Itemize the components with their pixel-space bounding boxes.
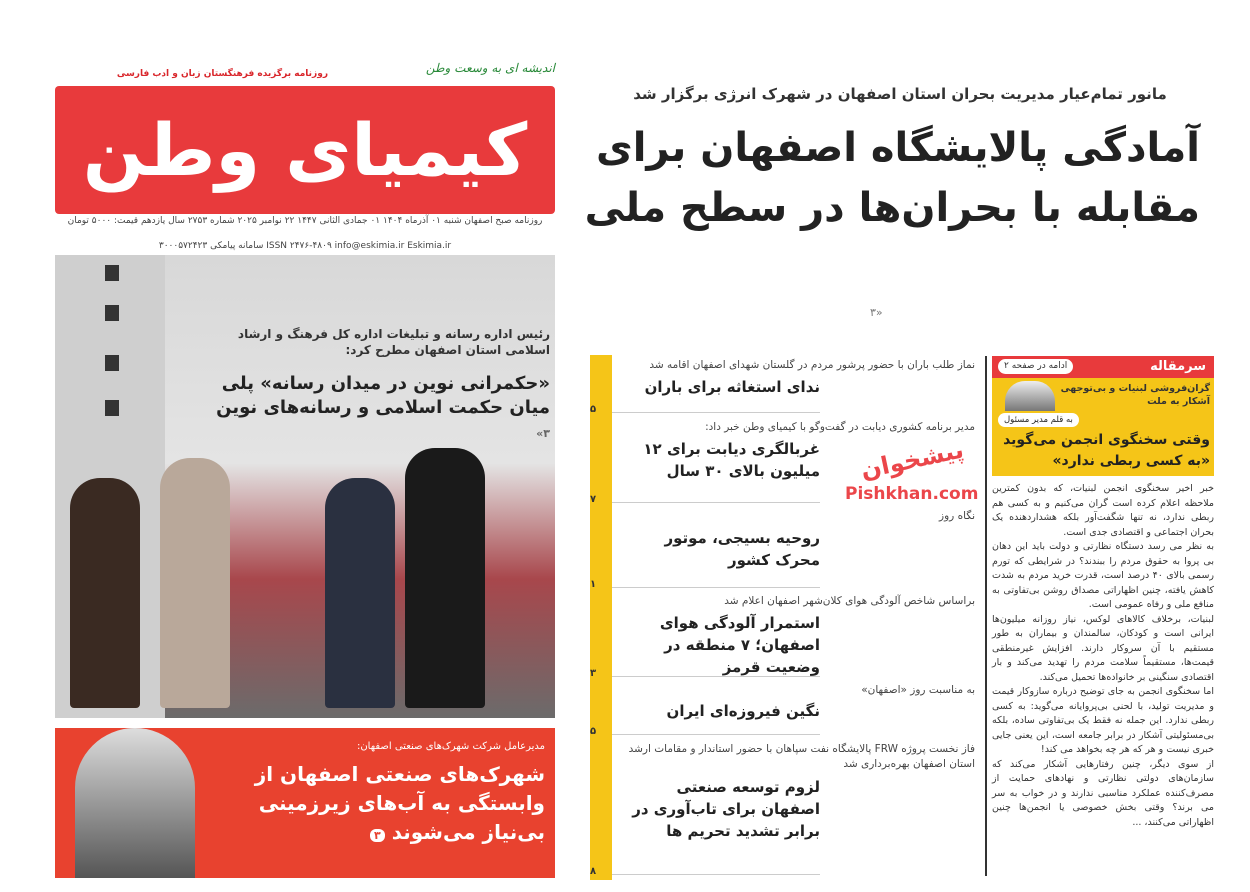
author-badge: به قلم مدیر مسئول — [998, 413, 1079, 427]
paragraph: به نظر می رسد دستگاه نظارتی و دولت باید این دهان بی پروا به حقوق مردم را ببندند؟ در شرایطی که تورم رسمی بالای ۴۰ درصد است، قدرت خرید مردم به شدت کاهش یافته، چنین اظهاراتی مصداق روشن بی‌تفاوتی به منافع ملی و رفاه عمومی است. — [992, 541, 1214, 610]
news-kicker: فاز نخست پروژه FRW پالایشگاه نفت سپاهان با حضور استاندار و مقامات ارشد استان اصفهان بهره‌برداری شد — [628, 743, 975, 770]
photo-story-title[interactable] — [200, 372, 550, 446]
author-photo — [1005, 381, 1055, 411]
divider — [612, 874, 820, 875]
masthead-logo: کیمیای وطن — [55, 86, 555, 214]
editorial-label: سرمقاله — [1150, 359, 1206, 374]
page-ref: ۳» — [870, 306, 883, 319]
portrait-photo — [75, 728, 195, 878]
photo-story-title-text: «حکمرانی نوین در میدان رسانه» پلی میان حکمت اسلامی و رسانه‌های نوین — [216, 373, 550, 418]
watermark-url: Pishkhan.com — [845, 484, 979, 504]
paragraph: خبر اخیر سخنگوی انجمن لبنیات، که بدون کمترین ملاحظه اعلام کرده است گران می‌کنیم و به کسی هم ربطی ندارد، نه تنها شگفت‌آور بلکه هشداردهنده یک بحران اجتماعی و اقتصادی جدی است. — [992, 483, 1214, 538]
contact-info: ISSN ۲۴۷۶-۴۸۰۹ info@eskimia.ir Eskimia.ir سامانه پیامکی ۳۰۰۰۵۷۲۴۲۳ — [158, 241, 452, 251]
news-kicker: نماز طلب باران با حضور پرشور مردم در گلستان شهدای اصفهان اقامه شد — [649, 359, 975, 371]
masthead-tagline: اندیشه ای به وسعت وطن — [425, 61, 555, 75]
ceremony-photo — [55, 255, 555, 718]
paragraph: از سوی دیگر، چنین رفتارهایی آشکار می‌کند که سازمان‌های دولتی نظارتی و نهادهای حمایت از مصرف‌کننده عملکرد مناسبی ندارند و در خواب به سر می برند؟ وقتی بخش خصوصی یا انجمن‌ها چنین اظهاراتی می‌کنند، ... — [992, 758, 1214, 828]
issue-info: روزنامه صبح اصفهان شنبه ۰۱ آذرماه ۱۴۰۴ ۰۱ جمادی الثانی ۱۴۴۷ ۲۲ نوامبر ۲۰۲۵ شماره ۲۷۵۳ سال یازدهم قیمت: ۵۰۰۰ تومان — [67, 216, 543, 226]
divider — [612, 734, 820, 735]
editorial-kicker: گران‌فروشی لبنیات و بی‌توجهی آشکار به ملت — [1060, 383, 1210, 407]
editorial-title[interactable]: وقتی سخنگوی انجمن می‌گوید «به کسی ربطی ندارد» — [1003, 432, 1210, 469]
red-story-kicker: مدیرعامل شرکت شهرک‌های صنعتی اصفهان: — [356, 741, 545, 752]
news-kicker: نگاه روز — [939, 510, 975, 522]
page-ref: ۵ — [590, 726, 597, 737]
page-ref: ۳ — [370, 829, 385, 842]
divider — [612, 412, 820, 413]
news-headline[interactable]: استمرار آلودگی هوای اصفهان؛ ۷ منطقه در وضعیت قرمز — [659, 614, 820, 676]
continue-link[interactable]: ادامه در صفحه ۲ — [998, 359, 1073, 374]
editorial-header — [992, 356, 1214, 378]
page-ref: ۱ — [590, 579, 597, 590]
watermark-logo: پیشخوان — [858, 435, 967, 485]
main-kicker: مانور تمام‌عیار مدیریت بحران استان اصفهان در شهرک انرژی برگزار شد — [633, 85, 1167, 103]
news-headline[interactable]: روحیه بسیجی، موتور محرک کشور — [664, 529, 820, 569]
page-ref: ۵ — [590, 404, 597, 415]
masthead-award: روزنامه برگزیده فرهنگستان زبان و ادب فارسی — [116, 69, 328, 79]
news-strip — [590, 355, 612, 880]
news-kicker: به مناسبت روز «اصفهان» — [861, 684, 975, 696]
divider — [612, 502, 820, 503]
red-story-title-text: شهرک‌های صنعتی اصفهان از وابستگی به آب‌های زیرزمینی بی‌نیاز می‌شوند — [254, 762, 545, 844]
news-headline[interactable]: نگین فیروزه‌ای ایران — [666, 702, 820, 720]
news-kicker: براساس شاخص آلودگی هوای کلان‌شهر اصفهان اعلام شد — [724, 595, 975, 607]
column-divider — [985, 356, 987, 876]
page-ref: ۸ — [590, 866, 597, 877]
divider — [612, 676, 820, 677]
paragraph: اما سخنگوی انجمن به جای توضیح درباره سازوکار قیمت و مدیریت تولید، با لحنی بی‌پروایانه می‌گوید: به کسی ربطی ندارد. این جمله نه فقط یک بی‌تفاوتی ساده، بلکه بی‌مسئولیتی آشکار در برابر جامعه است، این یعنی جایی خبری نیست و هر که هر چه بخواهد می کند! — [992, 686, 1214, 755]
photo-story-kicker: رئیس اداره رسانه و تبلیغات اداره کل فرهنگ و ارشاد اسلامی استان اصفهان مطرح کرد: — [237, 327, 550, 357]
page-ref: ۳» — [536, 427, 550, 440]
page-ref: ۳ — [590, 668, 597, 679]
paragraph: لبنیات، برخلاف کالاهای لوکس، نیاز روزانه میلیون‌ها ایرانی است و کودکان، سالمندان و بیماران به طور مستقیم با آن سروکار دارند. افزایش غیرمنطقی قیمت‌ها، مستقیماً سلامت مردم را تهدید می‌کند و بار اقتصادی سنگینی بر خانواده‌ها تحمیل می‌کند. — [992, 613, 1214, 683]
divider — [612, 587, 820, 588]
news-headline[interactable]: لزوم توسعه صنعتی اصفهان برای تاب‌آوری در برابر تشدید تحریم ها — [632, 778, 820, 840]
news-headline[interactable]: ندای استغاثه برای باران — [644, 378, 820, 396]
red-story-title[interactable] — [200, 760, 545, 850]
main-headline[interactable]: آمادگی پالایشگاه اصفهان برای مقابله با بحران‌ها در سطح ملی — [584, 125, 1200, 231]
news-kicker: مدیر برنامه کشوری دیابت در گفت‌وگو با کیمیای وطن خبر داد: — [705, 421, 975, 433]
editorial-body — [992, 482, 1214, 830]
news-headline[interactable]: غربالگری دیابت برای ۱۲ میلیون بالای ۳۰ سال — [643, 440, 820, 480]
page-ref: ۷ — [590, 494, 597, 505]
